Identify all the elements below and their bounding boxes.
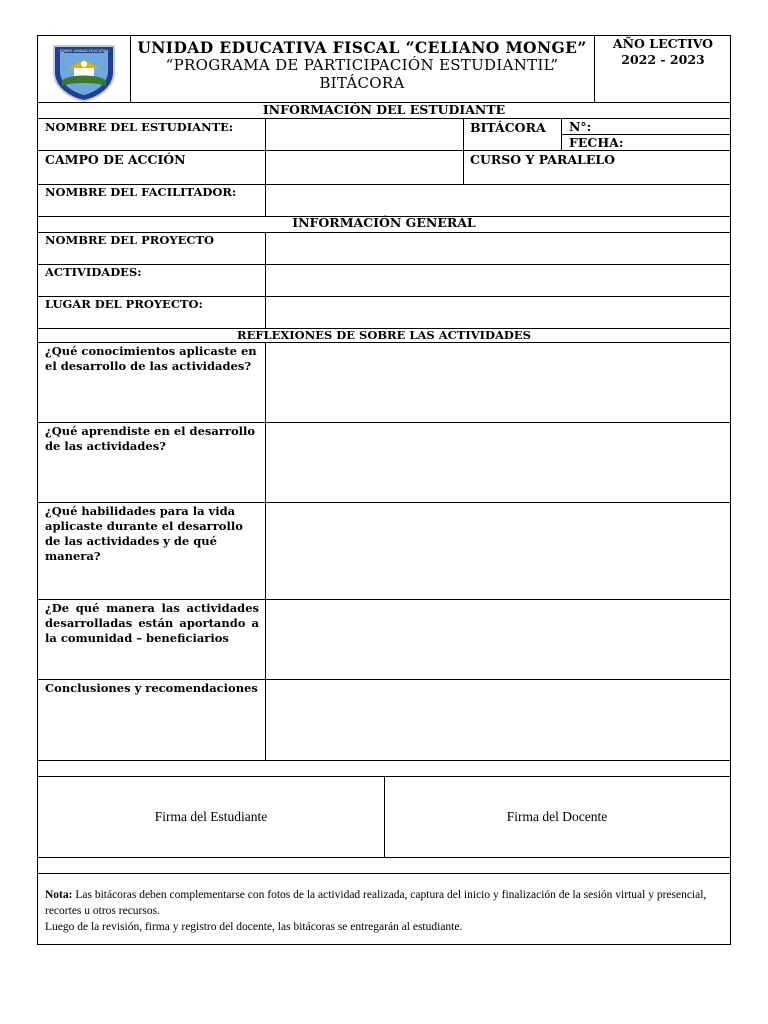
student-name-label: NOMBRE DEL ESTUDIANTE: — [45, 120, 234, 134]
logo-text: SOMOS UNIDAD EDUCATIVA — [59, 49, 109, 53]
student-section-title: INFORMACIÓN DEL ESTUDIANTE — [262, 102, 506, 117]
facilitator-field[interactable] — [266, 185, 729, 216]
project-name-field[interactable] — [266, 233, 729, 264]
school-year-label: AÑO LECTIVO — [612, 36, 714, 51]
course-label: CURSO Y PARALELO — [470, 152, 616, 167]
note-text-1: Las bitácoras deben complementarse con fotos de la actividad realizada, captura del inicio y finalización de la sesión virtual y presencial, recortes u otros recursos. — [45, 889, 707, 917]
question-what-learned: ¿Qué aprendiste en el desarrollo de las actividades? — [45, 424, 256, 453]
document-type: BITÁCORA — [319, 74, 405, 92]
answer-knowledge-applied[interactable] — [266, 343, 729, 422]
project-place-field[interactable] — [266, 297, 729, 328]
student-signature-label: Firma del Estudiante — [154, 809, 268, 824]
conclusions-field[interactable] — [266, 680, 729, 760]
number-label: N°: — [569, 119, 592, 134]
date-label: FECHA: — [569, 135, 624, 150]
field-of-action-field[interactable] — [266, 151, 462, 184]
general-section-title: INFORMACIÓN GENERAL — [292, 215, 476, 230]
question-life-skills: ¿Qué habilidades para la vida aplicaste durante el desarrollo de las actividades y de qué manera? — [45, 504, 243, 563]
facilitator-label: NOMBRE DEL FACILITADOR: — [45, 185, 237, 199]
note-text-2: Luego de la revisión, firma y registro del docente, las bitácoras se entregarán al estudiante. — [45, 921, 463, 933]
question-community-contribution: ¿De qué manera las actividades desarrolladas están aportando a la comunidad – beneficiarios — [45, 601, 259, 645]
answer-life-skills[interactable] — [266, 503, 729, 599]
activities-label: ACTIVIDADES: — [45, 265, 142, 279]
answer-community-contribution[interactable] — [266, 600, 729, 679]
student-name-field[interactable] — [266, 119, 462, 150]
note-label: Nota: — [45, 889, 73, 901]
project-name-label: NOMBRE DEL PROYECTO — [45, 233, 215, 247]
reflections-section-title: REFLEXIONES DE SOBRE LAS ACTIVIDADES — [237, 328, 531, 342]
activities-field[interactable] — [266, 265, 729, 296]
project-place-label: LUGAR DEL PROYECTO: — [45, 297, 203, 311]
school-logo — [50, 40, 118, 102]
field-of-action-label: CAMPO DE ACCIÓN — [45, 152, 186, 167]
teacher-signature-label: Firma del Docente — [506, 809, 608, 824]
school-name: UNIDAD EDUCATIVA FISCAL “CELIANO MONGE” — [137, 38, 587, 57]
note-block — [45, 887, 725, 935]
school-year-value: 2022 - 2023 — [621, 52, 705, 67]
answer-what-learned[interactable] — [266, 423, 729, 502]
conclusions-label: Conclusiones y recomendaciones — [45, 681, 258, 695]
form-frame — [37, 35, 731, 945]
program-name: “PROGRAMA DE PARTICIPACIÓN ESTUDIANTIL” — [165, 56, 559, 74]
question-knowledge-applied: ¿Qué conocimientos aplicaste en el desarrollo de las actividades? — [45, 344, 257, 373]
bitacora-label: BITÁCORA — [470, 120, 546, 135]
